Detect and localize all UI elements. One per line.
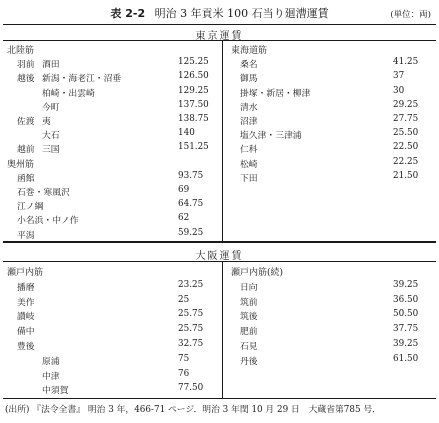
freight-value: 59.25 — [178, 227, 204, 238]
place-label: 肥前 — [240, 327, 258, 338]
osaka-column-divider — [222, 261, 223, 398]
tokyo-heading-rule — [3, 40, 436, 41]
place-label: 桑名 — [240, 60, 258, 71]
place-label: 播磨 — [17, 282, 35, 293]
place-label: 筑後 — [240, 312, 258, 323]
place-label: 備中 — [17, 327, 35, 338]
place-label: 石見 — [240, 342, 258, 352]
place-label: 丹後 — [240, 356, 258, 367]
place-label: 美作 — [17, 297, 35, 308]
place-label: 御馬 — [240, 74, 258, 85]
freight-value: 151.25 — [178, 142, 209, 153]
freight-value: 77.50 — [178, 383, 204, 394]
freight-value: 22.25 — [393, 156, 419, 167]
freight-value: 61.50 — [393, 353, 419, 364]
group-heading: 北陸筋 — [7, 46, 35, 56]
freight-value: 140 — [178, 128, 195, 139]
freight-value: 27.75 — [393, 114, 419, 124]
group-heading: 奥州筋 — [7, 159, 35, 170]
freight-value: 25.75 — [178, 324, 204, 335]
top-rule — [3, 24, 436, 25]
place-label: 掛塚・新居・柳津 — [240, 88, 311, 99]
group-heading: 東海道筋 — [231, 46, 268, 56]
osaka-heading-rule — [3, 261, 436, 262]
place-label: 今町 — [42, 102, 60, 113]
freight-value: 126.50 — [178, 71, 209, 82]
place-label: 柏崎・出雲崎 — [42, 88, 95, 99]
province-label: 佐渡 — [17, 117, 35, 127]
freight-value: 22.50 — [393, 142, 419, 153]
freight-value: 138.75 — [178, 114, 209, 124]
unit-label: (単位：両) — [390, 10, 431, 20]
place-label: 讃岐 — [17, 312, 35, 323]
place-label: 大石 — [42, 131, 60, 142]
freight-value: 41.25 — [393, 57, 419, 68]
group-heading: 瀬戸内筋 — [7, 268, 44, 278]
place-label: 中須賀 — [42, 386, 69, 397]
place-label: 江ノ綱 — [17, 202, 44, 213]
place-label: 日向 — [240, 282, 258, 293]
freight-value: 39.25 — [393, 279, 419, 290]
place-label: 函館 — [17, 173, 35, 184]
freight-value: 76 — [178, 368, 190, 379]
freight-value: 29.25 — [393, 99, 419, 110]
province-label: 越前 — [17, 145, 35, 156]
freight-value: 69 — [178, 185, 190, 195]
place-label: 三国 — [42, 145, 60, 156]
freight-value: 125.25 — [178, 57, 209, 68]
tokyo-heading: 東京運賃 — [195, 31, 244, 42]
section-divider — [3, 241, 436, 243]
freight-value: 25.50 — [393, 128, 419, 139]
bottom-rule — [3, 398, 436, 399]
table-number: 表 2-2 — [110, 7, 146, 20]
place-label: 小名浜・中ノ作 — [17, 216, 79, 227]
freight-value: 129.25 — [178, 85, 209, 96]
freight-value: 50.50 — [393, 309, 419, 320]
freight-value: 25 — [178, 294, 190, 305]
province-label: 越後 — [17, 74, 35, 85]
freight-value: 39.25 — [393, 339, 419, 349]
freight-value: 30 — [393, 85, 405, 96]
freight-value: 21.50 — [393, 170, 419, 181]
table-title — [0, 5, 439, 21]
province-label: 羽前 — [17, 60, 35, 71]
place-label: 塩久津・三津浦 — [240, 131, 302, 142]
place-label: 下田 — [240, 173, 258, 184]
place-label: 筑前 — [240, 297, 258, 308]
place-label: 石巻・寒風沢 — [17, 188, 70, 198]
freight-value: 25.75 — [178, 309, 204, 320]
freight-value: 32.75 — [178, 339, 204, 349]
group-heading: 瀬戸内筋(続) — [231, 268, 284, 278]
place-label: 沼津 — [240, 117, 258, 127]
place-label: 松崎 — [240, 159, 258, 170]
place-label: 豊後 — [17, 342, 35, 352]
place-label: 新潟・海老江・沼垂 — [42, 74, 122, 85]
freight-value: 64.75 — [178, 199, 204, 210]
place-label: 仁科 — [240, 145, 258, 156]
freight-value: 23.25 — [178, 279, 204, 290]
place-label: 清水 — [240, 102, 258, 113]
osaka-heading: 大阪運賃 — [195, 251, 244, 262]
place-label: 中津 — [42, 371, 60, 382]
place-label: 平潟 — [17, 230, 35, 241]
source-note: (出所) 『法令全書』 明治 3 年，466-71 ページ．明治 3 年閏 10 月 29 日 大蔵省第785 号． — [5, 405, 381, 415]
freight-value: 93.75 — [178, 170, 204, 181]
freight-value: 62 — [178, 213, 190, 224]
freight-value: 137.50 — [178, 99, 209, 110]
freight-value: 37.75 — [393, 324, 419, 335]
tokyo-column-divider — [222, 40, 223, 241]
freight-value: 75 — [178, 353, 190, 364]
freight-value: 36.50 — [393, 294, 419, 305]
place-label: 酒田 — [42, 60, 60, 71]
place-label: 夷 — [42, 117, 51, 127]
place-label: 原浦 — [42, 356, 60, 367]
freight-value: 37 — [393, 71, 405, 82]
table-caption: 明治 3 年貢米 100 石当り廻漕運賃 — [154, 7, 329, 20]
